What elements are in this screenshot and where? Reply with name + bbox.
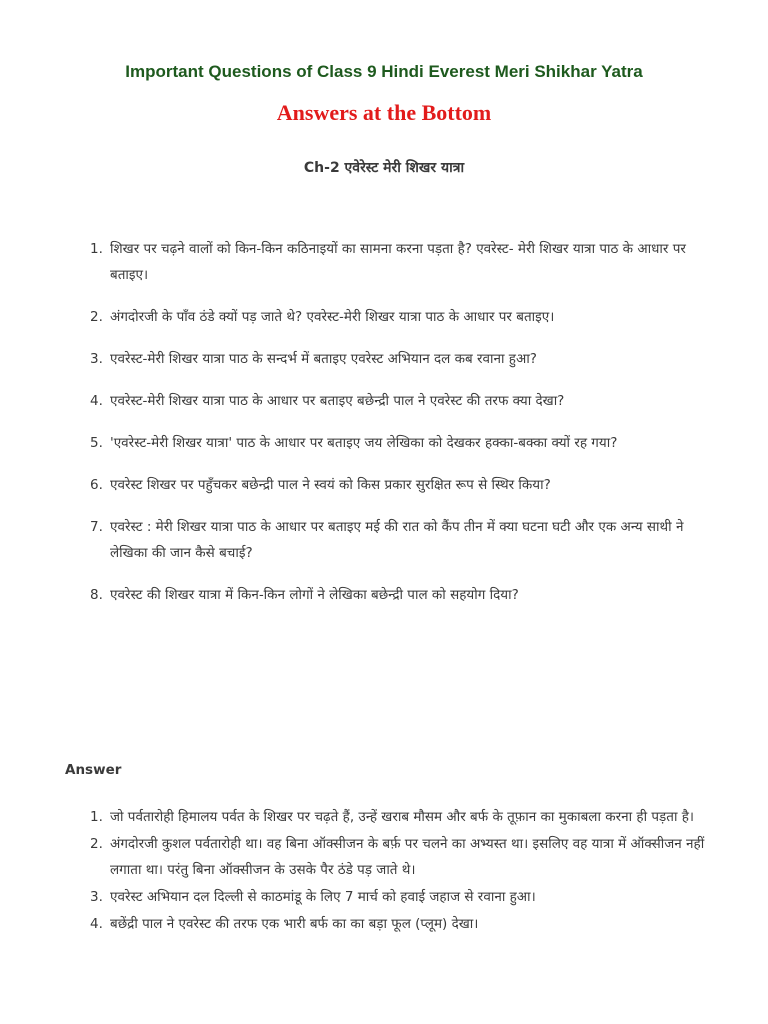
question-text: एवरेस्ट-मेरी शिखर यात्रा पाठ के आधार पर बताइए बछेन्द्री पाल ने एवरेस्ट की तरफ क्या देखा?: [110, 393, 565, 409]
item-number: 1.: [90, 241, 103, 257]
answer-text: अंगदोरजी कुशल पर्वतारोही था। वह बिना ऑक्सीजन के बर्फ़ पर चलने का अभ्यस्त था। इसलिए वह यात्रा में ऑक्सीजन नहीं लगाता था। परंतु बिना ऑक्सीजन के उसके पैर ठंडे पड़ जाते थे।: [110, 836, 705, 878]
item-number: 1.: [90, 809, 103, 825]
item-number: 4.: [90, 916, 103, 932]
item-number: 5.: [90, 435, 103, 451]
question-list: [90, 236, 710, 624]
item-number: 3.: [90, 889, 103, 905]
question-text: शिखर पर चढ़ने वालों को किन-किन कठिनाइयों का सामना करना पड़ता है? एवरेस्ट- मेरी शिखर यात्रा पाठ के आधार पर बताइए।: [110, 241, 686, 283]
answer-text: एवरेस्ट अभियान दल दिल्ली से काठमांडू के लिए 7 मार्च को हवाई जहाज से रवाना हुआ।: [110, 889, 536, 905]
item-number: 8.: [90, 587, 103, 603]
list-item: [90, 804, 710, 830]
item-number: 2.: [90, 836, 103, 852]
list-item: [90, 911, 710, 937]
list-item: [90, 388, 710, 414]
answer-list: [90, 804, 710, 938]
list-item: [90, 346, 710, 372]
list-item: [90, 472, 710, 498]
list-item: [90, 430, 710, 456]
answer-text: बछेंद्री पाल ने एवरेस्ट की तरफ एक भारी बर्फ का का बड़ा फूल (प्लूम) देखा।: [110, 916, 479, 932]
question-text: एवरेस्ट शिखर पर पहुँचकर बछेन्द्री पाल ने स्वयं को किस प्रकार सुरक्षित रूप से स्थिर किया?: [110, 477, 551, 493]
question-text: 'एवरेस्ट-मेरी शिखर यात्रा' पाठ के आधार पर बताइए जय लेखिका को देखकर हक्का-बक्का क्यों रह गया?: [110, 435, 618, 451]
list-item: [90, 831, 710, 883]
chapter-heading: Ch-2 एवेरेस्ट मेरी शिखर यात्रा: [303, 160, 465, 176]
answer-heading: Answer: [65, 762, 122, 778]
page-subtitle: Answers at the Bottom: [276, 100, 492, 125]
list-item: [90, 884, 710, 910]
answer-text: जो पर्वतारोही हिमालय पर्वत के शिखर पर चढ़ते हैं, उन्हें खराब मौसम और बर्फ के तूफ़ान का मुकाबला करना ही पड़ता है।: [110, 809, 695, 825]
list-item: [90, 236, 710, 288]
list-item: [90, 582, 710, 608]
page-title: Important Questions of Class 9 Hindi Everest Meri Shikhar Yatra: [125, 62, 643, 81]
question-text: एवरेस्ट : मेरी शिखर यात्रा पाठ के आधार पर बताइए मई की रात को कैंप तीन में क्या घटना घटी और एक अन्य साथी ने लेखिका की जान कैसे बचाई?: [110, 519, 684, 561]
item-number: 4.: [90, 393, 103, 409]
item-number: 2.: [90, 309, 103, 325]
question-text: अंगदोरजी के पाँव ठंडे क्यों पड़ जाते थे? एवरेस्ट-मेरी शिखर यात्रा पाठ के आधार पर बताइए।: [110, 309, 555, 325]
question-text: एवरेस्ट की शिखर यात्रा में किन-किन लोगों ने लेखिका बछेन्द्री पाल को सहयोग दिया?: [110, 587, 519, 603]
question-text: एवरेस्ट-मेरी शिखर यात्रा पाठ के सन्दर्भ में बताइए एवरेस्ट अभियान दल कब रवाना हुआ?: [110, 351, 537, 367]
item-number: 7.: [90, 519, 103, 535]
item-number: 6.: [90, 477, 103, 493]
list-item: [90, 514, 710, 566]
item-number: 3.: [90, 351, 103, 367]
list-item: [90, 304, 710, 330]
